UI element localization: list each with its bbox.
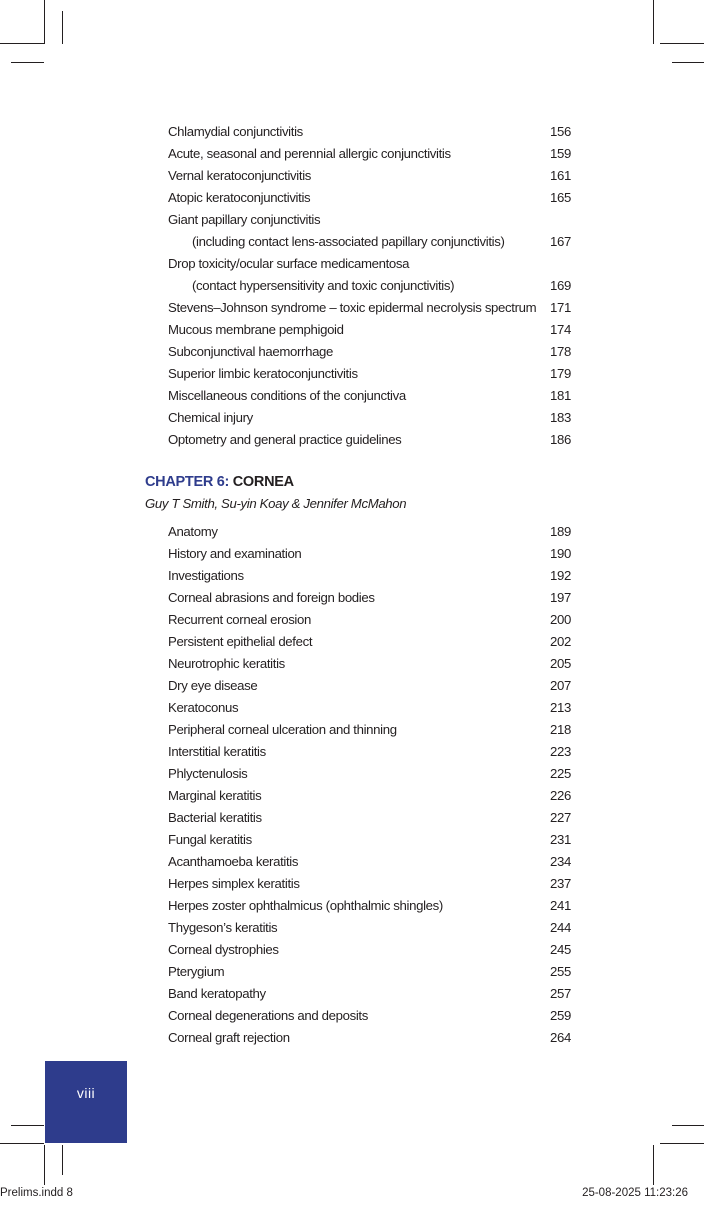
- toc-entry: [168, 521, 571, 543]
- toc-entry-title: History and examination: [168, 546, 302, 561]
- toc-entry-title: Pterygium: [168, 964, 225, 979]
- slug-file: Prelims.indd 8: [0, 1187, 73, 1199]
- toc-entry-title: Chemical injury: [168, 410, 253, 425]
- toc-entry: [168, 873, 571, 895]
- toc-entry: [168, 297, 571, 319]
- chapter-authors: Guy T Smith, Su-yin Koay & Jennifer McMahon: [145, 496, 407, 511]
- toc-list-conjunctiva: [168, 121, 571, 451]
- toc-entry-title: Acanthamoeba keratitis: [168, 854, 299, 869]
- toc-entry: [168, 363, 571, 385]
- crop-mark-bottom-left-h: [0, 1143, 44, 1144]
- crop-mark-top-right-h2: [672, 62, 704, 63]
- toc-entry-page: 264: [550, 1030, 571, 1045]
- crop-mark-bottom-left-v: [44, 1145, 45, 1185]
- toc-entry: [168, 187, 571, 209]
- chapter-heading: [145, 471, 294, 493]
- toc-entry-title: Superior limbic keratoconjunctivitis: [168, 366, 358, 381]
- crop-mark-bottom-left-h2: [11, 1125, 44, 1126]
- toc-entry-title: Drop toxicity/ocular surface medicamentosa: [168, 256, 410, 271]
- crop-mark-top-left-h: [0, 43, 44, 44]
- toc-entry: [168, 653, 571, 675]
- toc-entry-page: 234: [550, 854, 571, 869]
- toc-entry-title: Mucous membrane pemphigoid: [168, 322, 344, 337]
- toc-entry-title: Dry eye disease: [168, 678, 258, 693]
- chapter-number: CHAPTER 6:: [145, 474, 230, 490]
- toc-entry-title: Herpes zoster ophthalmicus (ophthalmic shingles): [168, 898, 443, 913]
- toc-entry: [168, 631, 571, 653]
- toc-entry-page: 237: [550, 876, 571, 891]
- toc-entry-page: 218: [550, 722, 571, 737]
- toc-entry-page: 259: [550, 1008, 571, 1023]
- toc-entry: [168, 675, 571, 697]
- crop-mark-bottom-right-v: [653, 1145, 654, 1185]
- toc-entry-title: Vernal keratoconjunctivitis: [168, 168, 312, 183]
- toc-entry-page: 205: [550, 656, 571, 671]
- folio-tab: [45, 1061, 127, 1143]
- toc-entry: [168, 961, 571, 983]
- chapter-title: CORNEA: [232, 474, 294, 490]
- toc-entry: [168, 429, 571, 451]
- toc-entry: [168, 275, 571, 297]
- toc-entry-title: Herpes simplex keratitis: [168, 876, 300, 891]
- toc-entry: [168, 565, 571, 587]
- toc-entry-page: 186: [550, 432, 571, 447]
- toc-entry: [168, 697, 571, 719]
- toc-entry: [168, 609, 571, 631]
- crop-mark-top-left-v2: [62, 11, 63, 44]
- toc-entry-page: 213: [550, 700, 571, 715]
- toc-entry: [168, 851, 571, 873]
- toc-entry: [168, 165, 571, 187]
- toc-entry-page: 241: [550, 898, 571, 913]
- toc-entry-title: Anatomy: [168, 524, 218, 539]
- toc-entry: [168, 253, 571, 275]
- crop-mark-bottom-right-h2: [672, 1125, 704, 1126]
- toc-entry: [168, 829, 571, 851]
- toc-entry: [168, 917, 571, 939]
- toc-entry-title: Band keratopathy: [168, 986, 266, 1001]
- toc-entry: [168, 763, 571, 785]
- toc-entry-page: 167: [550, 234, 571, 249]
- toc-entry: [168, 807, 571, 829]
- toc-entry-title: Chlamydial conjunctivitis: [168, 124, 303, 139]
- toc-entry-title: Stevens–Johnson syndrome – toxic epidermal necrolysis spectrum: [168, 300, 537, 315]
- toc-entry-title: Peripheral corneal ulceration and thinning: [168, 722, 397, 737]
- toc-entry-page: 231: [550, 832, 571, 847]
- toc-entry-page: 169: [550, 278, 571, 293]
- toc-entry-page: 202: [550, 634, 571, 649]
- toc-entry-title: Interstitial keratitis: [168, 744, 266, 759]
- toc-entry-title: Corneal graft rejection: [168, 1030, 290, 1045]
- toc-entry-title: Keratoconus: [168, 700, 239, 715]
- toc-entry-title: Acute, seasonal and perennial allergic conjunctivitis: [168, 146, 451, 161]
- toc-entry: [168, 939, 571, 961]
- toc-entry: [168, 231, 571, 253]
- toc-entry-page: 161: [550, 168, 571, 183]
- toc-entry: [168, 407, 571, 429]
- toc-entry-page: 245: [550, 942, 571, 957]
- toc-entry-page: 171: [550, 300, 571, 315]
- crop-mark-top-left-v: [44, 0, 45, 44]
- toc-entry: [168, 319, 571, 341]
- toc-entry: [168, 385, 571, 407]
- toc-entry-page: 178: [550, 344, 571, 359]
- toc-entry-title: Subconjunctival haemorrhage: [168, 344, 334, 359]
- toc-entry-page: 200: [550, 612, 571, 627]
- toc-entry: [168, 209, 571, 231]
- toc-entry-title: Marginal keratitis: [168, 788, 262, 803]
- toc-entry-page: 192: [550, 568, 571, 583]
- toc-entry-title: Fungal keratitis: [168, 832, 252, 847]
- toc-entry: [168, 983, 571, 1005]
- toc-entry: [168, 1027, 571, 1049]
- toc-entry-page: 226: [550, 788, 571, 803]
- toc-entry-title: Phlyctenulosis: [168, 766, 248, 781]
- crop-mark-bottom-right-h: [660, 1143, 704, 1144]
- toc-entry-title: Thygeson’s keratitis: [168, 920, 278, 935]
- toc-entry-title: Investigations: [168, 568, 244, 583]
- toc-entry-title: Atopic keratoconjunctivitis: [168, 190, 311, 205]
- toc-entry-page: 183: [550, 410, 571, 425]
- toc-entry-title: Recurrent corneal erosion: [168, 612, 311, 627]
- toc-entry-title: Miscellaneous conditions of the conjunctiva: [168, 388, 406, 403]
- crop-mark-top-left-h2: [11, 62, 44, 63]
- crop-mark-bottom-left-v2: [62, 1145, 63, 1175]
- toc-entry-title: Giant papillary conjunctivitis: [168, 212, 321, 227]
- toc-entry-page: 225: [550, 766, 571, 781]
- toc-entry: [168, 719, 571, 741]
- toc-entry-title: (including contact lens-associated papillary conjunctivitis): [192, 234, 505, 249]
- toc-entry-page: 181: [550, 388, 571, 403]
- toc-entry-page: 244: [550, 920, 571, 935]
- slug-datetime: 25-08-2025 11:23:26: [582, 1187, 688, 1199]
- toc-entry-title: Corneal abrasions and foreign bodies: [168, 590, 375, 605]
- toc-entry: [168, 1005, 571, 1027]
- toc-entry-page: 197: [550, 590, 571, 605]
- page-number: viii: [76, 1085, 96, 1101]
- toc-entry-page: 179: [550, 366, 571, 381]
- toc-entry-page: 207: [550, 678, 571, 693]
- toc-entry: [168, 895, 571, 917]
- toc-list-cornea: [168, 521, 571, 1049]
- toc-entry: [168, 587, 571, 609]
- toc-entry: [168, 341, 571, 363]
- toc-entry-title: (contact hypersensitivity and toxic conjunctivitis): [192, 278, 455, 293]
- toc-entry-page: 255: [550, 964, 571, 979]
- toc-entry-title: Optometry and general practice guidelines: [168, 432, 402, 447]
- toc-entry-page: 174: [550, 322, 571, 337]
- toc-entry-page: 223: [550, 744, 571, 759]
- toc-entry-title: Neurotrophic keratitis: [168, 656, 285, 671]
- toc-entry-page: 189: [550, 524, 571, 539]
- toc-entry: [168, 741, 571, 763]
- toc-entry: [168, 785, 571, 807]
- toc-entry-title: Persistent epithelial defect: [168, 634, 313, 649]
- toc-entry-title: Corneal degenerations and deposits: [168, 1008, 368, 1023]
- toc-entry-page: 156: [550, 124, 571, 139]
- toc-entry-title: Corneal dystrophies: [168, 942, 279, 957]
- toc-entry-page: 159: [550, 146, 571, 161]
- toc-entry-page: 227: [550, 810, 571, 825]
- toc-entry: [168, 543, 571, 565]
- toc-entry-page: 165: [550, 190, 571, 205]
- crop-mark-top-right-h: [660, 43, 704, 44]
- toc-entry-page: 257: [550, 986, 571, 1001]
- toc-entry-title: Bacterial keratitis: [168, 810, 262, 825]
- toc-entry: [168, 143, 571, 165]
- toc-entry: [168, 121, 571, 143]
- toc-entry-page: 190: [550, 546, 571, 561]
- crop-mark-top-right-v: [653, 0, 654, 44]
